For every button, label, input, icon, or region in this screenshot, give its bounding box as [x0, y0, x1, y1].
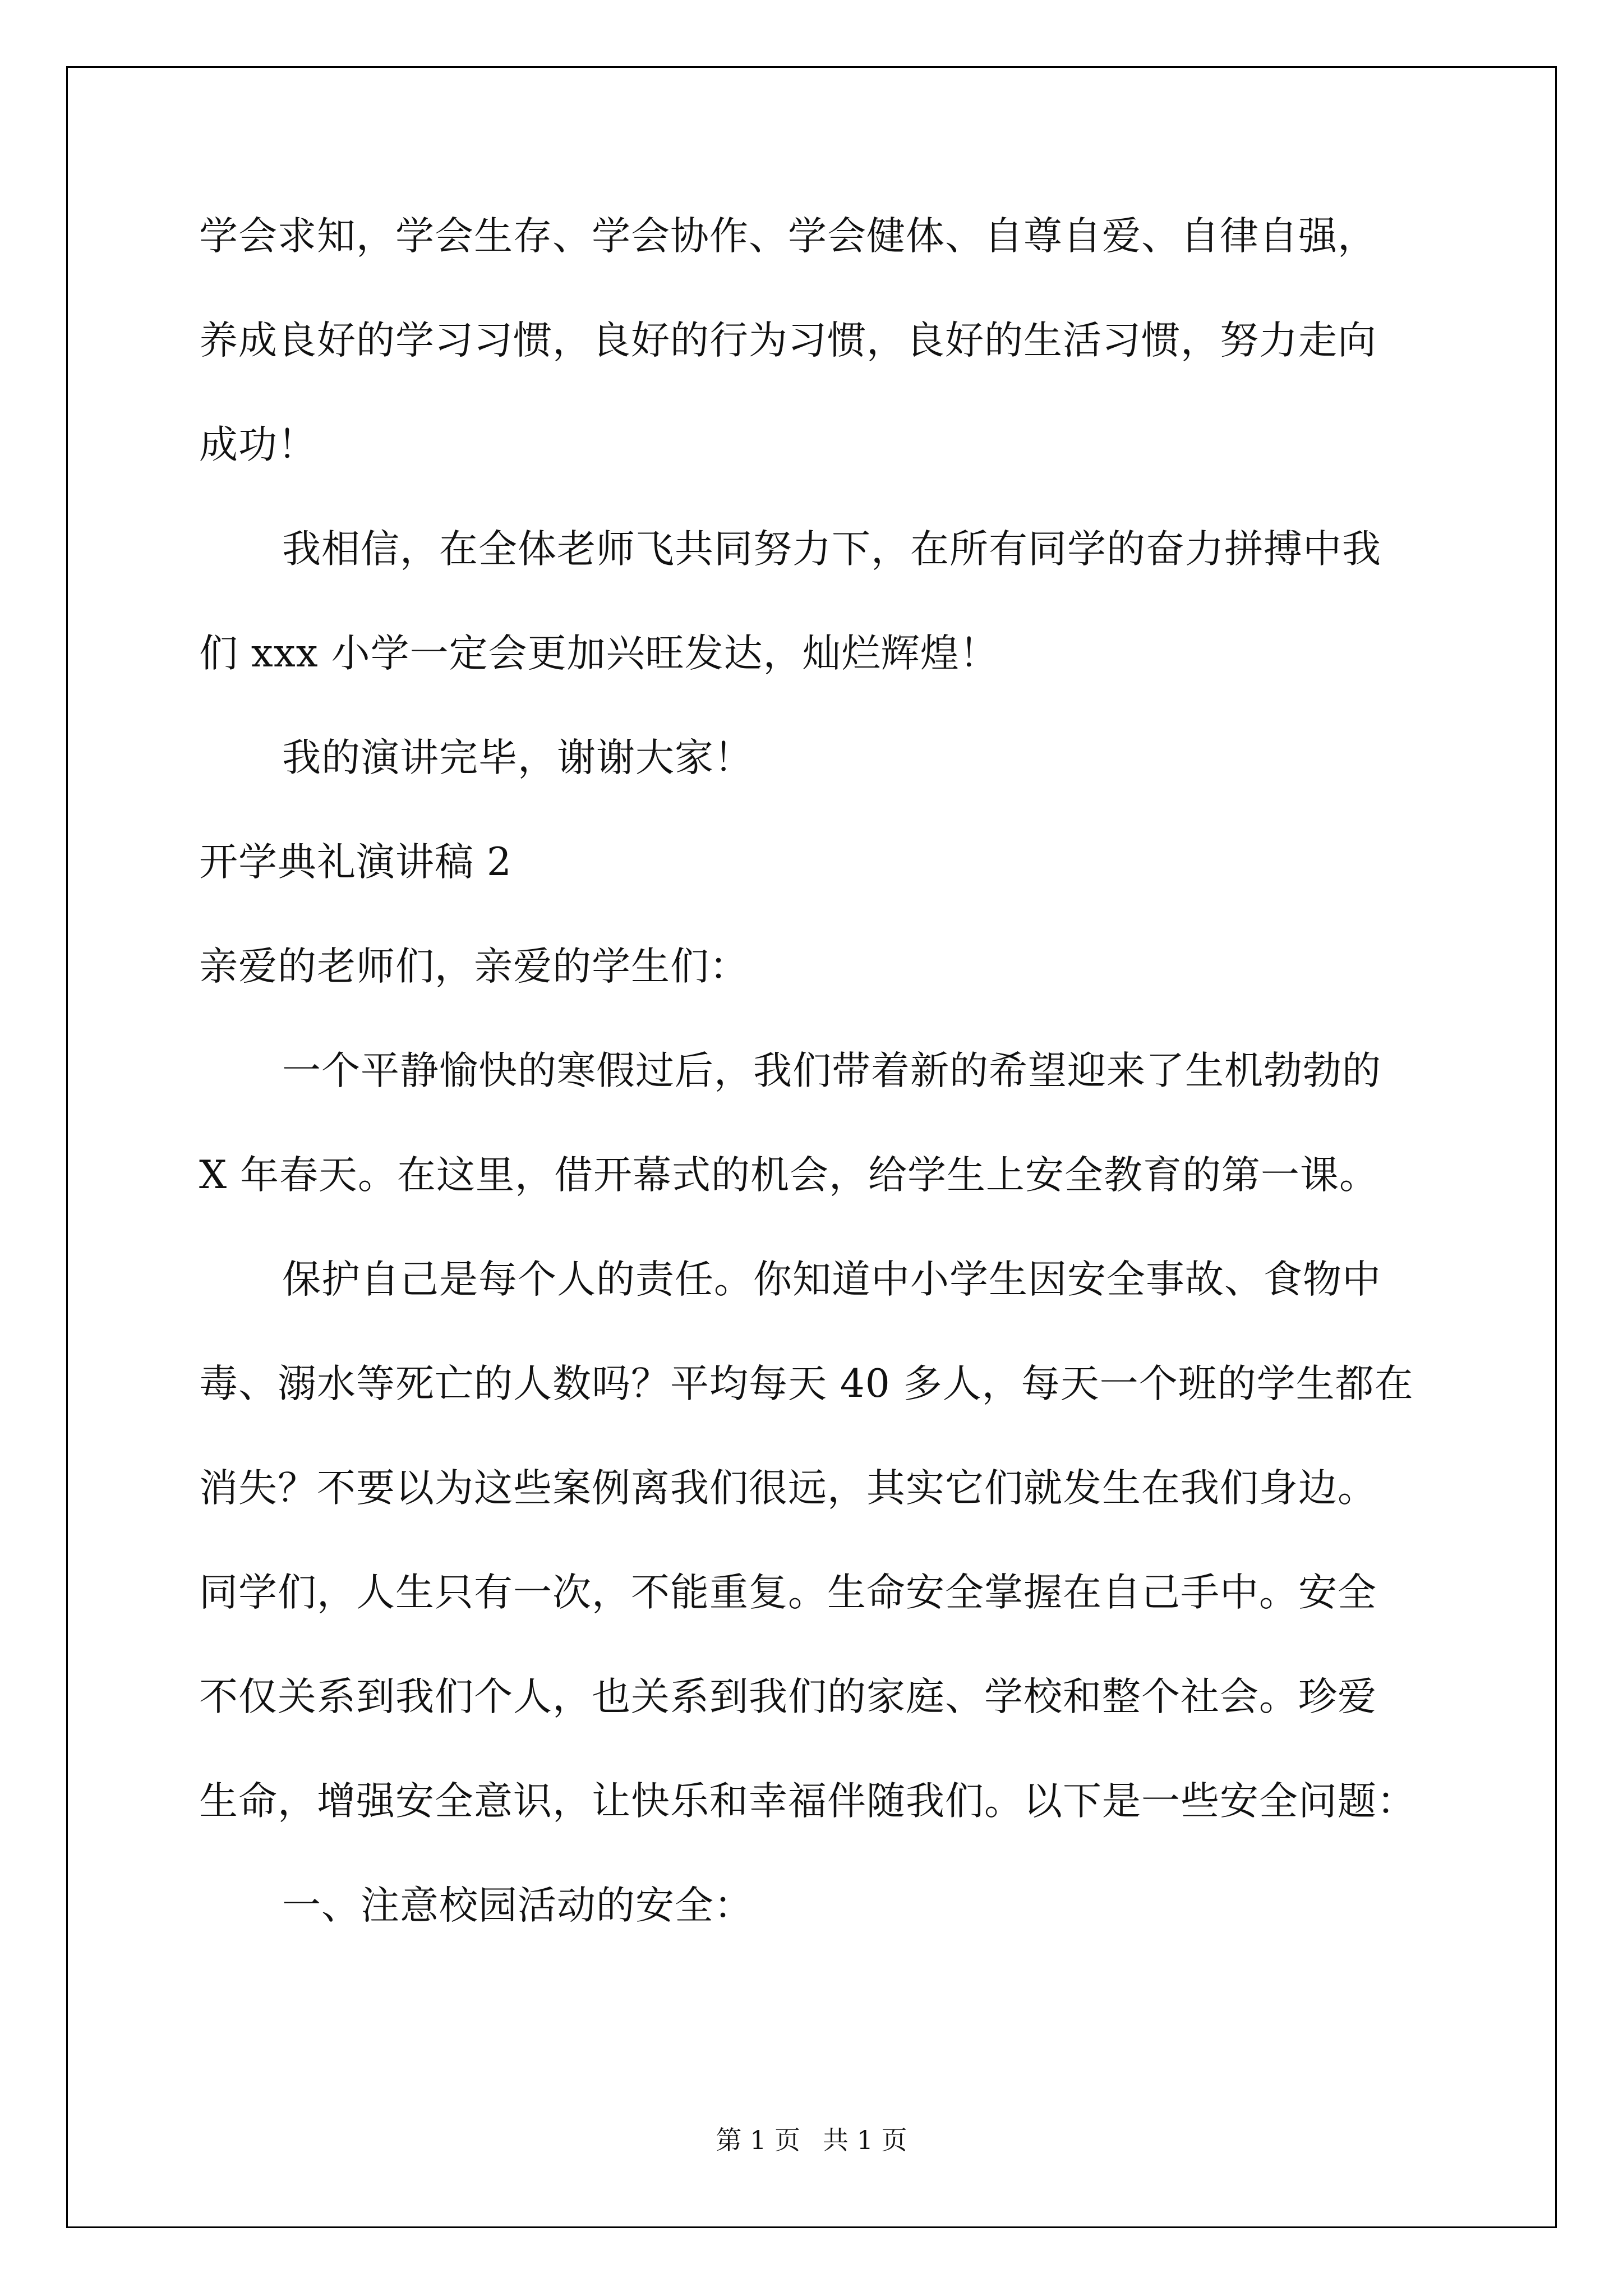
text-line: X 年春天。在这里，借开幕式的机会，给学生上安全教育的第一课。 — [199, 1153, 1379, 1198]
text-line: 生命，增强安全意识，让快乐和幸福伴随我们。以下是一些安全问题： — [199, 1779, 1416, 1824]
text-line: 毒、溺水等死亡的人数吗？平均每天 40 多人，每天一个班的学生都在 — [199, 1361, 1414, 1406]
text-line: 学会求知，学会生存、学会协作、学会健体、自尊自爱、自律自强， — [199, 214, 1377, 259]
list-heading: 一、注意校园活动的安全： — [282, 1883, 753, 1928]
text-line: 我的演讲完毕，谢谢大家！ — [282, 735, 753, 780]
text-line: 保护自己是每个人的责任。你知道中小学生因安全事故、食物中 — [282, 1257, 1381, 1302]
page-count: 共 1 页 — [823, 2125, 907, 2155]
text-line: 不仅关系到我们个人，也关系到我们的家庭、学校和整个社会。珍爱 — [199, 1674, 1377, 1719]
text-line: 成功！ — [199, 422, 317, 467]
text-line: 消失？不要以为这些案例离我们很远，其实它们就发生在我们身边。 — [199, 1466, 1377, 1511]
text-line: 们 xxx 小学一定会更加兴旺发达，灿烂辉煌！ — [199, 631, 999, 676]
text-line: 我相信，在全体老师飞共同努力下，在所有同学的奋力拼搏中我 — [282, 527, 1381, 572]
text-line: 同学们，人生只有一次，不能重复。生命安全掌握在自己手中。安全 — [199, 1570, 1377, 1615]
text-line: 一个平静愉快的寒假过后，我们带着新的希望迎来了生机勃勃的 — [282, 1048, 1381, 1093]
text-line: 养成良好的学习习惯，良好的行为习惯，良好的生活习惯，努力走向 — [199, 318, 1377, 363]
salutation: 亲爱的老师们，亲爱的学生们： — [199, 944, 749, 989]
page-footer — [0, 2123, 1623, 2157]
section-heading: 开学典礼演讲稿 2 — [199, 840, 512, 885]
page-number: 第 1 页 — [716, 2125, 800, 2155]
